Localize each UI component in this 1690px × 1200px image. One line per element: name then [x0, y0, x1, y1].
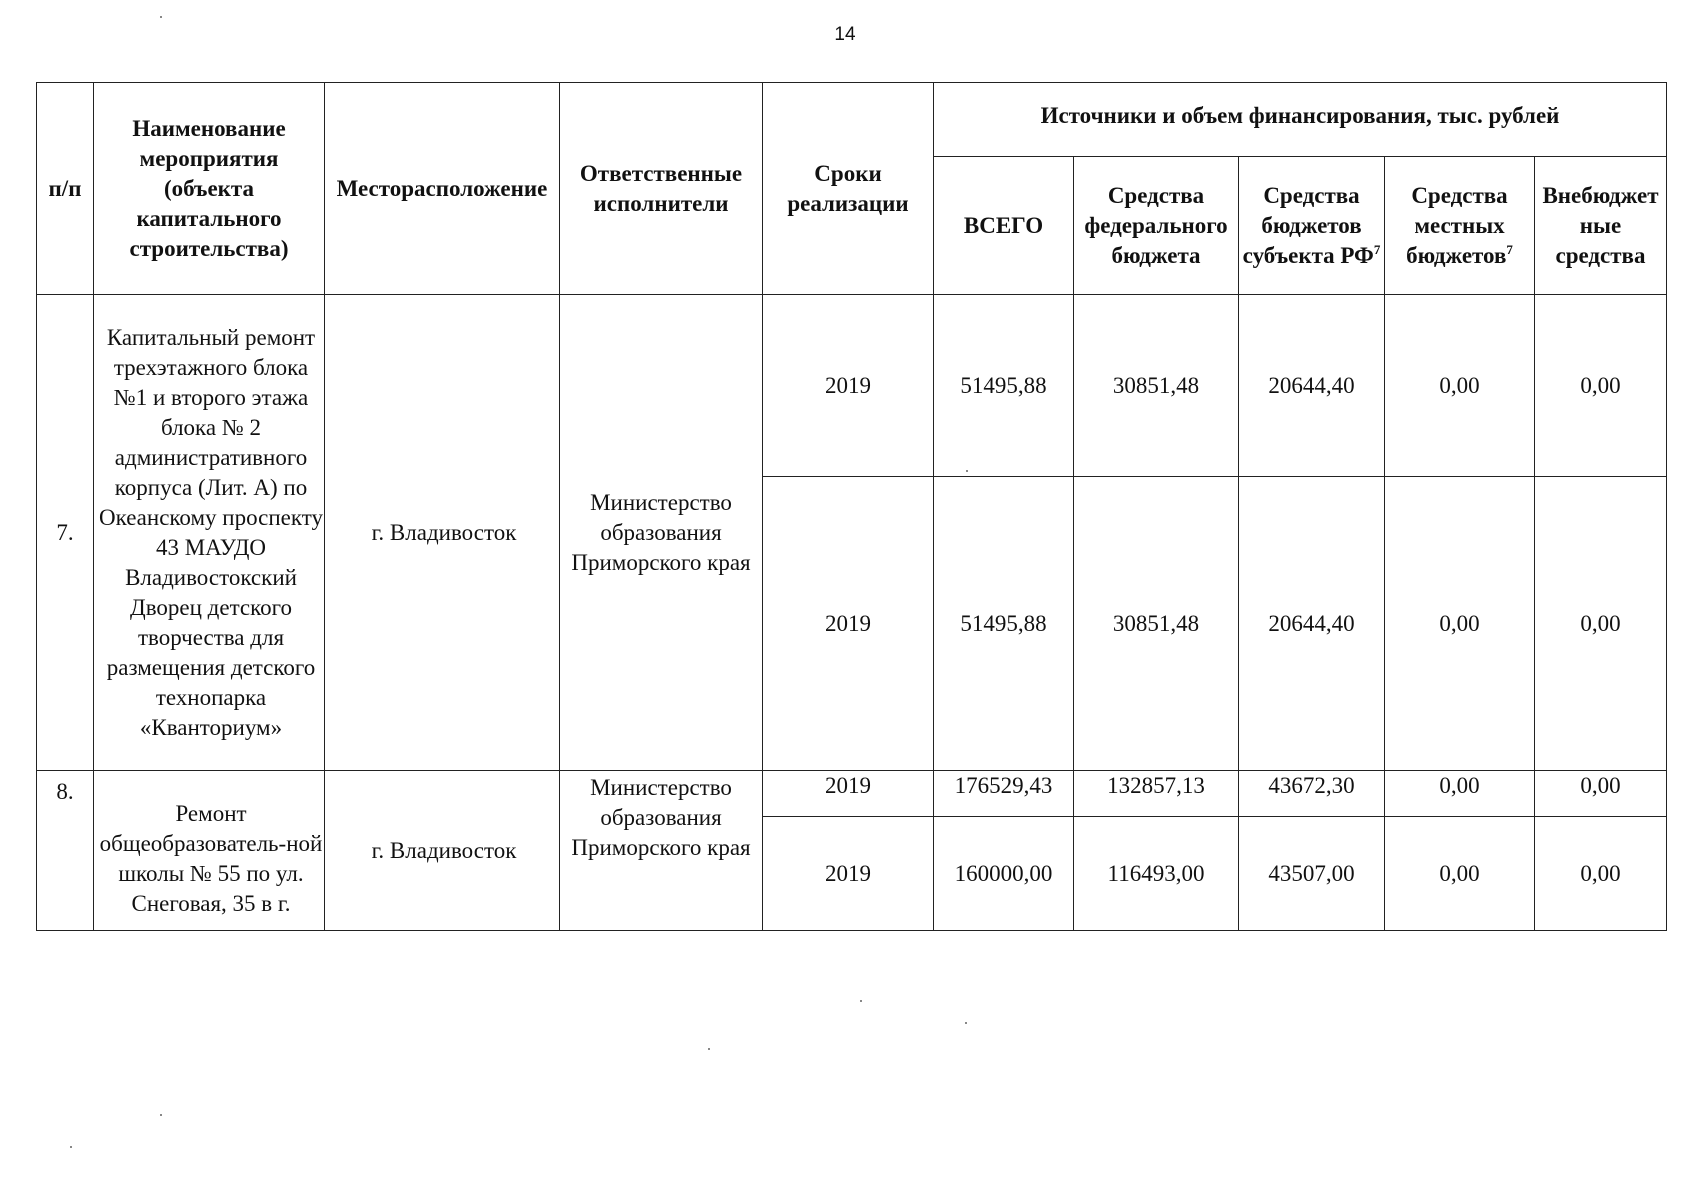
- row-subject: 43507,00: [1239, 817, 1385, 931]
- row-location: г. Владивосток: [325, 771, 560, 931]
- row-federal: 116493,00: [1074, 817, 1239, 931]
- page-number: 14: [834, 24, 856, 45]
- row-extra: 0,00: [1535, 295, 1667, 477]
- row-total: 51495,88: [934, 295, 1074, 477]
- header-location: Месторасположение: [325, 83, 560, 295]
- header-num: п/п: [37, 83, 94, 295]
- row-local: 0,00: [1385, 295, 1535, 477]
- header-subject-footnote: 7: [1373, 241, 1381, 257]
- header-name: Наименование мероприятия (объекта капитального строительства): [94, 83, 325, 295]
- row-executors: Министерство образования Приморского края: [560, 295, 763, 771]
- row-local: 0,00: [1385, 477, 1535, 771]
- scan-speck: [708, 1048, 710, 1050]
- header-terms: Сроки реализации: [763, 83, 934, 295]
- row-local: 0,00: [1385, 817, 1535, 931]
- header-subject: [1239, 157, 1385, 295]
- scan-speck: [160, 1114, 162, 1116]
- row-num: 7.: [37, 295, 94, 771]
- row-extra: 0,00: [1535, 817, 1667, 931]
- row-total: 51495,88: [934, 477, 1074, 771]
- row-local: 0,00: [1385, 771, 1535, 817]
- row-extra: 0,00: [1535, 477, 1667, 771]
- scan-speck: [860, 1000, 862, 1002]
- table-row: [37, 771, 1667, 817]
- row-year: 2019: [763, 771, 934, 817]
- row-year: 2019: [763, 817, 934, 931]
- scan-speck: [966, 470, 968, 472]
- row-subject: 43672,30: [1239, 771, 1385, 817]
- row-location: г. Владивосток: [325, 295, 560, 771]
- header-sources: Источники и объем финансирования, тыс. рублей: [934, 83, 1667, 157]
- row-total: 160000,00: [934, 817, 1074, 931]
- row-subject: 20644,40: [1239, 295, 1385, 477]
- row-total: 176529,43: [934, 771, 1074, 817]
- row-federal: 30851,48: [1074, 477, 1239, 771]
- header-executors: Ответственные исполнители: [560, 83, 763, 295]
- row-num: 8.: [37, 771, 94, 931]
- header-local-text: Средства местных бюджетов: [1406, 182, 1508, 268]
- row-year: 2019: [763, 295, 934, 477]
- scan-speck: [70, 1146, 72, 1148]
- row-year: 2019: [763, 477, 934, 771]
- header-local-footnote: 7: [1506, 241, 1513, 257]
- financing-table: [36, 82, 1667, 931]
- row-extra: 0,00: [1535, 771, 1667, 817]
- header-subject-text: Средства бюджетов субъекта РФ: [1242, 182, 1374, 268]
- table-row: [37, 295, 1667, 477]
- header-total: ВСЕГО: [934, 157, 1074, 295]
- header-local: [1385, 157, 1535, 295]
- row-name: Ремонт общеобразователь-ной школы № 55 по ул. Снеговая, 35 в г.: [94, 771, 325, 931]
- header-federal: Средства федерального бюджета: [1074, 157, 1239, 295]
- scan-speck: [965, 1022, 967, 1024]
- scan-speck: [160, 16, 162, 18]
- row-name: Капитальный ремонт трехэтажного блока №1 и второго этажа блока № 2 административного корпуса (Лит. А) по Океанскому проспекту 43 МАУДО Владивостокский Дворец детского творчества для размещения детского технопарка «Кванториум»: [94, 295, 325, 771]
- row-executors: Министерство образования Приморского края: [560, 771, 763, 931]
- row-federal: 30851,48: [1074, 295, 1239, 477]
- header-extra: Внебюджет ные средства: [1535, 157, 1667, 295]
- row-subject: 20644,40: [1239, 477, 1385, 771]
- row-federal: 132857,13: [1074, 771, 1239, 817]
